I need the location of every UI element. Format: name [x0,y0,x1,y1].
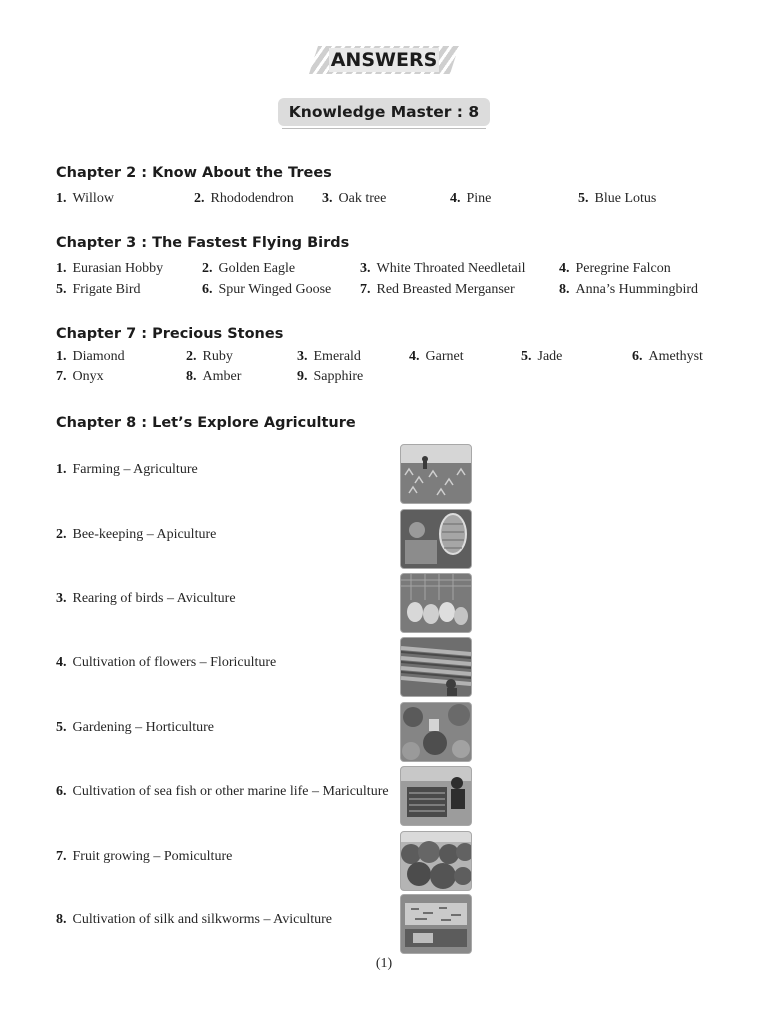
answer-item: 4. Cultivation of flowers – Floriculture [56,655,277,670]
pomiculture-photo [400,831,472,891]
book-subtitle: Knowledge Master : 8 [278,98,490,126]
farming-photo [400,444,472,504]
chapter-2-heading: Chapter 2 : Know About the Trees [56,165,332,181]
answer-item: 4. Peregrine Falcon [559,261,671,276]
answer-item: 8. Anna’s Hummingbird [559,282,698,297]
answer-item: 9. Sapphire [297,369,364,384]
answer-item: 1. Willow [56,191,114,206]
rearing-birds-photo [400,573,472,633]
answer-item: 1. Farming – Agriculture [56,462,198,477]
bee-keeping-photo [400,509,472,569]
answer-item: 1. Eurasian Hobby [56,261,164,276]
page-title: ANSWERS [330,49,438,71]
sericulture-photo [400,894,472,954]
answers-banner [309,44,459,76]
answer-item: 6. Amethyst [632,349,703,364]
answer-item: 3. Rearing of birds – Aviculture [56,591,236,606]
chapter-3-heading: Chapter 3 : The Fastest Flying Birds [56,235,350,251]
chapter-8-heading: Chapter 8 : Let’s Explore Agriculture [56,415,356,431]
answer-item: 6. Spur Winged Goose [202,282,332,297]
answer-item: 5. Blue Lotus [578,191,657,206]
answer-item: 8. Amber [186,369,242,384]
answer-item: 2. Bee-keeping – Apiculture [56,527,217,542]
answer-item: 5. Gardening – Horticulture [56,720,215,735]
answer-item: 3. Oak tree [322,191,387,206]
answer-item: 3. Emerald [297,349,361,364]
subtitle-underline [282,128,486,129]
answer-item: 4. Pine [450,191,492,206]
mariculture-photo [400,766,472,826]
answer-item: 7. Onyx [56,369,104,384]
gardening-photo [400,702,472,762]
answer-item: 1. Diamond [56,349,125,364]
page-number: (1) [375,956,393,971]
answer-item: 2. Ruby [186,349,233,364]
chapter-7-heading: Chapter 7 : Precious Stones [56,326,284,342]
answer-item: 7. Fruit growing – Pomiculture [56,849,233,864]
answer-item: 8. Cultivation of silk and silkworms – Aviculture [56,912,332,927]
answer-item: 5. Frigate Bird [56,282,141,297]
answer-item: 2. Rhododendron [194,191,294,206]
answer-item: 7. Red Breasted Merganser [360,282,515,297]
floriculture-photo [400,637,472,697]
answer-item: 4. Garnet [409,349,464,364]
answer-item: 2. Golden Eagle [202,261,296,276]
answer-item: 5. Jade [521,349,563,364]
answer-item: 3. White Throated Needletail [360,261,526,276]
answer-item: 6. Cultivation of sea fish or other marine life – Mariculture [56,784,389,799]
